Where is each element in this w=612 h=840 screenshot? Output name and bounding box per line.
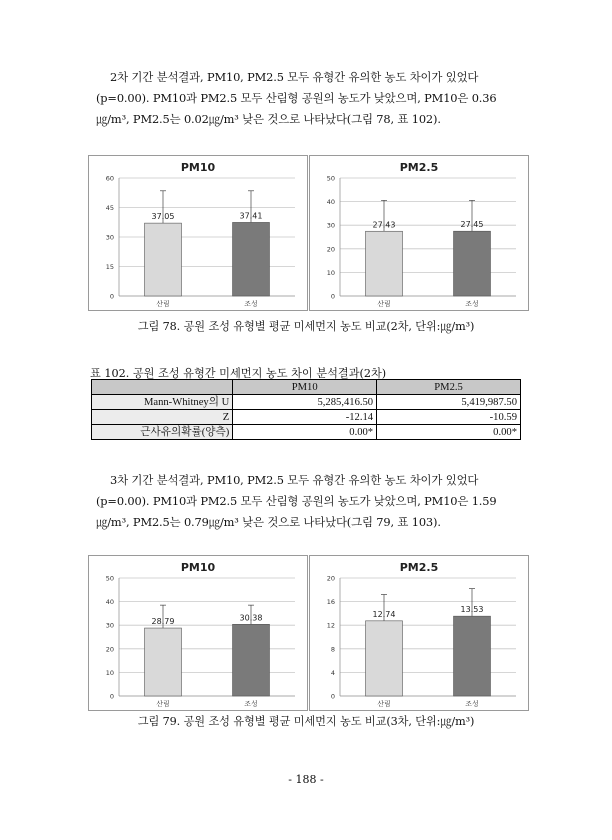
y-tick-label: 0 (330, 692, 335, 701)
data-label: 27.45 (460, 220, 484, 230)
data-label: 30.38 (239, 613, 263, 623)
y-tick-label: 12 (326, 621, 335, 630)
table-cell: 5,285,416.50 (233, 395, 377, 410)
bar (366, 621, 403, 696)
paragraph-line: (p=0.00). PM10과 PM2.5 모두 산림형 공원의 농도가 낮았으며, PM10은 0.36 (96, 91, 497, 105)
table-header-row (92, 380, 521, 395)
x-tick-label: 조성 (244, 300, 258, 308)
table-102-title: 표 102. 공원 조성 유형간 미세먼지 농도 차이 분석결과(2차) (90, 367, 387, 380)
y-tick-label: 40 (326, 198, 335, 207)
chart-svg (89, 156, 307, 310)
y-tick-label: 20 (326, 574, 335, 583)
y-tick-label: 20 (326, 245, 335, 254)
paragraph-line: 3차 기간 분석결과, PM10, PM2.5 모두 유형간 유의한 농도 차이가 있었다 (110, 473, 479, 487)
bar (145, 223, 182, 296)
data-label: 13.53 (460, 605, 484, 615)
table-row (92, 425, 521, 440)
paragraph-line: (p=0.00). PM10과 PM2.5 모두 산림형 공원의 농도가 낮았으며, PM10은 1.59 (96, 494, 497, 508)
table-row-label: Z (92, 410, 233, 425)
chart-svg (310, 556, 528, 710)
table-cell: -12.14 (233, 410, 377, 425)
table-cell: -10.59 (377, 410, 521, 425)
figure-79-caption: 그림 79. 공원 조성 유형별 평균 미세먼지 농도 비교(3차, 단위:㎍/m³) (137, 715, 475, 728)
y-tick-label: 0 (109, 692, 114, 701)
x-tick-label: 산림 (377, 700, 391, 708)
x-tick-label: 산림 (377, 300, 391, 308)
bar (454, 616, 491, 696)
y-tick-label: 8 (330, 645, 335, 654)
figure-79 (88, 555, 528, 709)
y-tick-label: 0 (330, 292, 335, 301)
x-tick-label: 조성 (244, 700, 258, 708)
table-cell: 0.00* (233, 425, 377, 440)
paragraph-line: 2차 기간 분석결과, PM10, PM2.5 모두 유형간 유의한 농도 차이가 있었다 (110, 70, 479, 84)
data-label: 12.74 (372, 609, 396, 619)
chart-pm10-2nd (88, 155, 308, 311)
y-tick-label: 15 (105, 263, 114, 271)
paragraph-2nd-period (96, 67, 516, 130)
x-tick-label: 산림 (156, 300, 170, 308)
chart-title: PM2.5 (399, 561, 439, 574)
y-tick-label: 20 (105, 645, 114, 654)
paragraph-line: ㎍/m³, PM2.5는 0.02㎍/m³ 낮은 것으로 나타났다(그림 78, 표 102). (96, 112, 441, 126)
y-tick-label: 0 (109, 292, 114, 301)
chart-pm25-3rd (309, 555, 529, 711)
bar (454, 231, 491, 296)
data-label: 27.43 (372, 220, 396, 230)
y-tick-label: 40 (105, 598, 114, 607)
page-number: - 188 - (288, 773, 324, 786)
data-label: 37.05 (151, 212, 175, 222)
bar (233, 222, 270, 296)
chart-title: PM10 (180, 161, 216, 174)
y-tick-label: 45 (105, 204, 114, 212)
y-tick-label: 50 (105, 574, 114, 583)
x-tick-label: 조성 (465, 300, 479, 308)
chart-pm25-2nd (309, 155, 529, 311)
y-tick-label: 10 (105, 668, 114, 677)
bar (145, 628, 182, 696)
table-header-cell: PM2.5 (377, 380, 521, 395)
table-row (92, 395, 521, 410)
chart-pm10-3rd (88, 555, 308, 711)
bar (366, 231, 403, 296)
y-tick-label: 30 (326, 221, 335, 230)
y-tick-label: 30 (105, 233, 114, 242)
figure-78 (88, 155, 528, 309)
chart-svg (310, 156, 528, 310)
table-row-label: 근사유의확률(양측) (92, 425, 233, 440)
y-tick-label: 60 (105, 174, 114, 183)
y-tick-label: 30 (105, 621, 114, 630)
bar (233, 624, 270, 696)
x-tick-label: 산림 (156, 700, 170, 708)
chart-title: PM10 (180, 561, 216, 574)
paragraph-3rd-period (96, 470, 516, 533)
table-row (92, 410, 521, 425)
table-102 (91, 379, 521, 440)
table-row-label: Mann-Whitney의 U (92, 395, 233, 410)
paragraph-line: ㎍/m³, PM2.5는 0.79㎍/m³ 낮은 것으로 나타났다(그림 79, 표 103). (96, 515, 441, 529)
table-cell: 5,419,987.50 (377, 395, 521, 410)
table-cell: 0.00* (377, 425, 521, 440)
figure-78-caption: 그림 78. 공원 조성 유형별 평균 미세먼지 농도 비교(2차, 단위:㎍/m³) (137, 320, 475, 333)
y-tick-label: 10 (326, 268, 335, 277)
chart-title: PM2.5 (399, 161, 439, 174)
table-header-cell: PM10 (233, 380, 377, 395)
y-tick-label: 50 (326, 174, 335, 183)
table-header-cell (92, 380, 233, 395)
data-label: 37.41 (239, 211, 263, 221)
data-label: 28.79 (151, 617, 175, 627)
y-tick-label: 16 (326, 598, 335, 607)
x-tick-label: 조성 (465, 700, 479, 708)
y-tick-label: 4 (330, 668, 335, 677)
chart-svg (89, 556, 307, 710)
